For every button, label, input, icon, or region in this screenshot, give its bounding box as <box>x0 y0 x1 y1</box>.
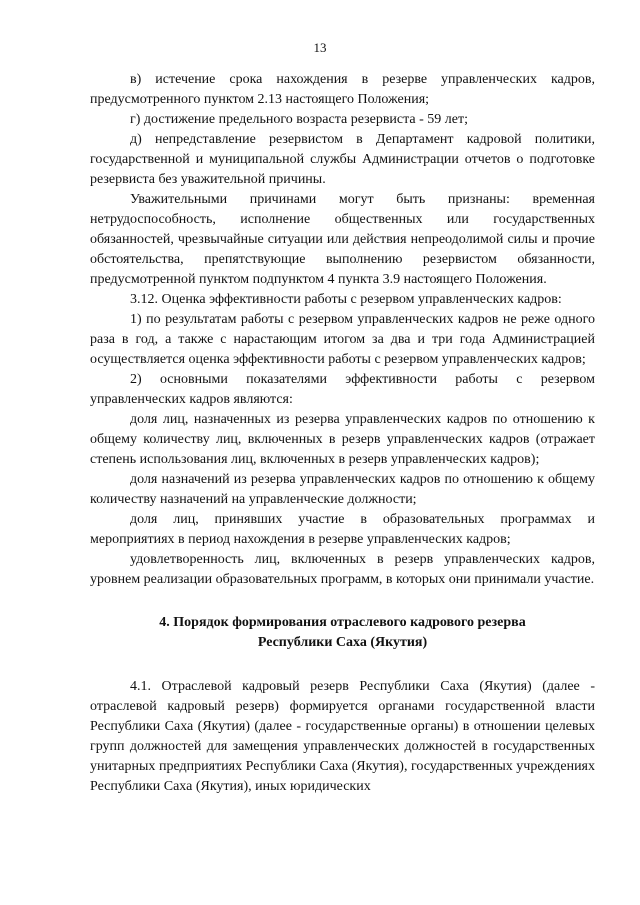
paragraph-3-12-1: 1) по результатам работы с резервом управленческих кадров не реже одного раза в год, а также с нарастающим итогом за два и три года Администрацией осуществляется оценка эффективности работы с резервом управленческих кадров; <box>90 312 595 367</box>
section-heading <box>90 613 595 653</box>
paragraph-indicator-2: доля назначений из резерва управленческих кадров по отношению к общему количеству назначений на управленческие должности; <box>90 472 595 507</box>
section-heading-line2: Республики Саха (Якутия) <box>257 635 428 650</box>
page-number: 13 <box>313 40 327 55</box>
paragraph-indicator-1: доля лиц, назначенных из резерва управленческих кадров по отношению к общему количеству лиц, включенных в резерв управленческих кадров (отражает степень использования лиц, включенных в резерв управленческих кадров); <box>90 412 595 467</box>
paragraph-3-12-2: 2) основными показателями эффективности работы с резервом управленческих кадров являются: <box>90 372 595 407</box>
section-heading-line1: 4. Порядок формирования отраслевого кадрового резерва <box>159 615 526 630</box>
paragraph-4-1: 4.1. Отраслевой кадровый резерв Республики Саха (Якутия) (далее - отраслевой кадровый резерв) формируется органами государственной власти Республики Саха (Якутия) (далее - государственные органы) в отношении целевых групп должностей для замещения управленческих должностей в государственных унитарных предприятиях Республики Саха (Якутия), государственных учреждениях Республики Саха (Якутия), иных юридических <box>90 679 595 794</box>
paragraph-3-12: 3.12. Оценка эффективности работы с резервом управленческих кадров: <box>130 292 562 307</box>
paragraph-indicator-3: доля лиц, принявших участие в образовательных программах и мероприятиях в период нахождения в резерве управленческих кадров; <box>90 512 595 547</box>
paragraph-item-v: в) истечение срока нахождения в резерве управленческих кадров, предусмотренного пунктом 2.13 настоящего Положения; <box>90 72 595 107</box>
paragraph-indicator-4: удовлетворенность лиц, включенных в резерв управленческих кадров, уровнем реализации образовательных программ, в которых они принимали участие. <box>90 552 595 587</box>
paragraph-item-d: д) непредставление резервистом в Департамент кадровой политики, государственной и муниципальной службы Администрации отчетов о подготовке резервиста без уважительной причины. <box>90 132 595 187</box>
paragraph-item-g: г) достижение предельного возраста резервиста - 59 лет; <box>130 112 469 127</box>
document-body <box>90 70 595 797</box>
paragraph-valid-reasons: Уважительными причинами могут быть признаны: временная нетрудоспособность, исполнение общественных или государственных обязанностей, чрезвычайные ситуации или действия непреодолимой силы и прочие обстоятельства, препятствующие выполнению резервистом обязанности, предусмотренной пунктом подпунктом 4 пункта 3.9 настоящего Положения. <box>90 192 595 287</box>
